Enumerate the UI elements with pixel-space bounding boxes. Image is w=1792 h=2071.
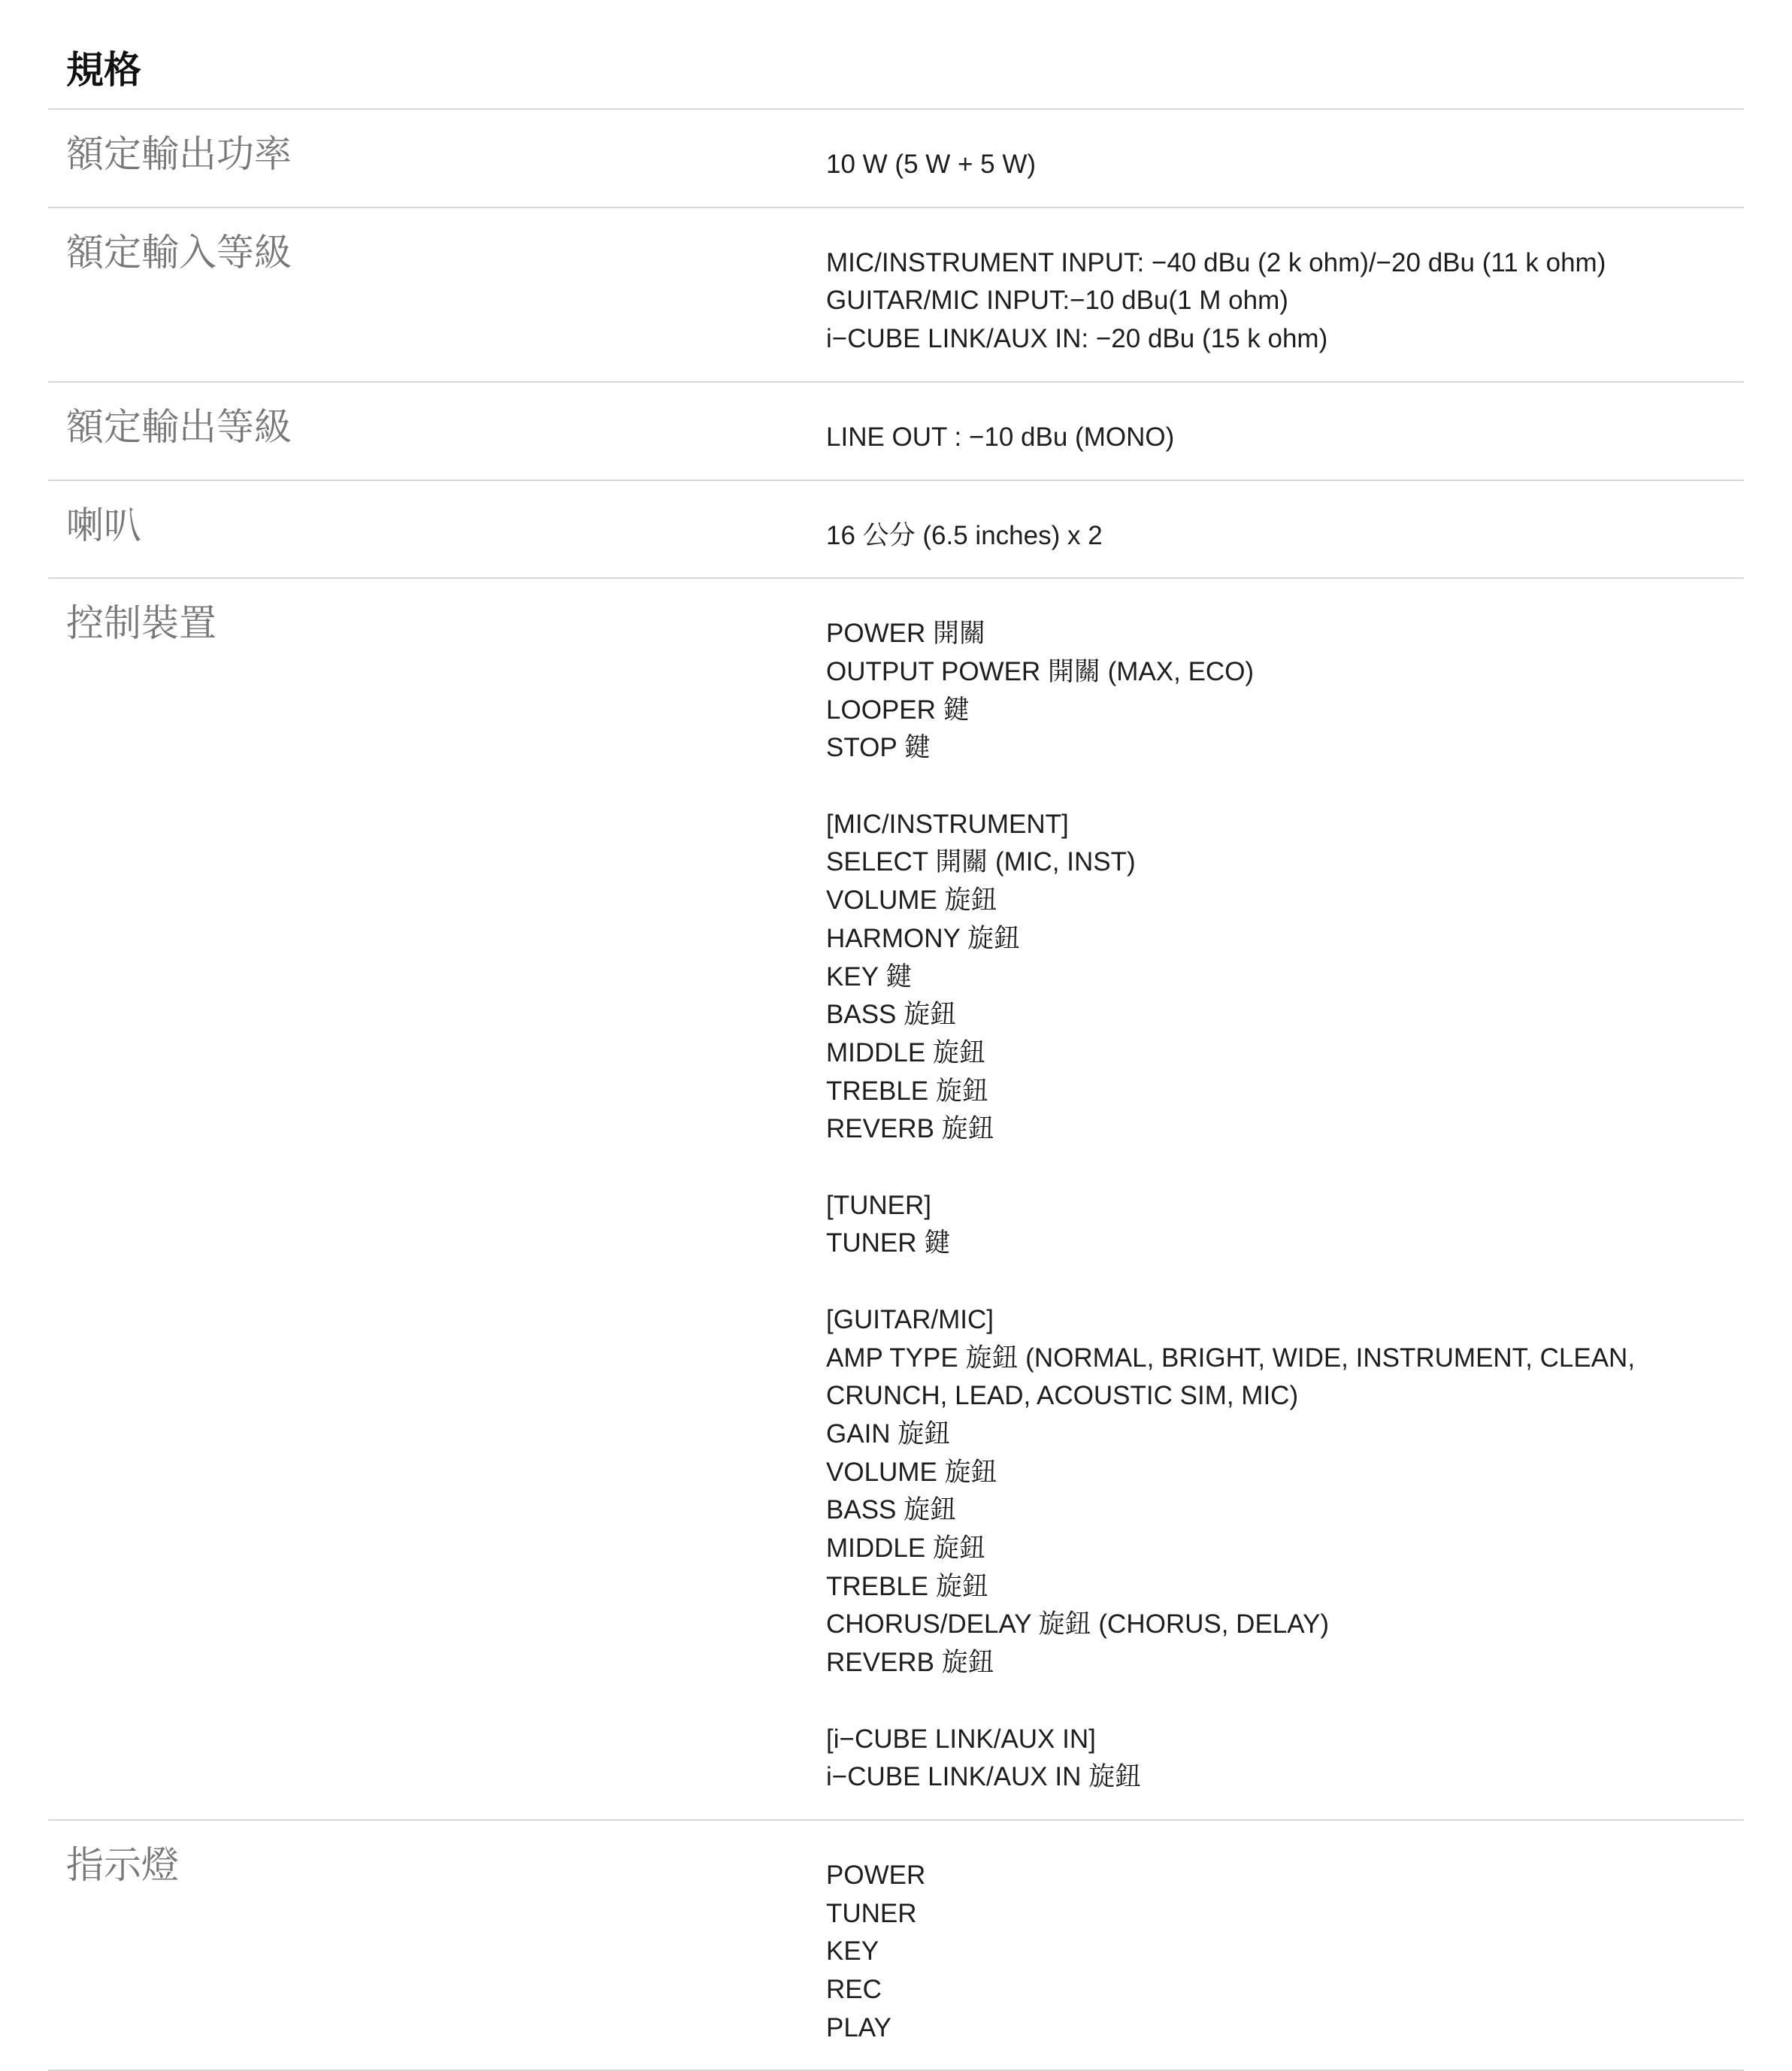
spec-value-line: GUITAR/MIC INPUT:−10 dBu(1 M ohm) <box>826 286 1288 316</box>
spec-values <box>826 600 1744 1797</box>
spec-value-line: PLAY <box>826 2012 891 2042</box>
page-title: 規格 <box>66 49 141 91</box>
spec-row-controls <box>48 579 1744 1821</box>
spec-value-line: [MIC/INSTRUMENT] <box>826 809 1069 839</box>
spec-label: 控制裝置 <box>66 602 216 645</box>
spec-value-line: TUNER <box>826 1898 917 1928</box>
spec-row-indicators <box>48 1821 1744 2071</box>
spec-value-line: VOLUME 旋鈕 <box>826 1457 997 1487</box>
spec-value-line: KEY 鍵 <box>826 961 913 992</box>
spec-value-line: MIDDLE 旋鈕 <box>826 1037 985 1067</box>
spec-value-line: TREBLE 旋鈕 <box>826 1571 988 1601</box>
spec-value-line: MIDDLE 旋鈕 <box>826 1534 985 1564</box>
spec-value-line: SELECT 開關 (MIC, INST) <box>826 847 1136 877</box>
spec-line-spacer <box>826 1263 1744 1301</box>
spec-label: 指示燈 <box>66 1843 179 1886</box>
spec-value-line: 16 公分 (6.5 inches) x 2 <box>826 520 1103 550</box>
spec-values <box>826 131 1744 184</box>
spec-value-line: TREBLE 旋鈕 <box>826 1076 988 1106</box>
spec-value-line: OUTPUT POWER 開關 (MAX, ECO) <box>826 656 1255 686</box>
spec-value-line: POWER 開關 <box>826 619 985 649</box>
spec-row-rated-output-level <box>48 383 1744 481</box>
spec-label: 喇叭 <box>66 504 141 547</box>
spec-value-line: i−CUBE LINK/AUX IN: −20 dBu (15 k ohm) <box>826 324 1328 354</box>
spec-values <box>826 404 1744 457</box>
spec-row-rated-input-level <box>48 208 1744 383</box>
spec-value-line: [TUNER] <box>826 1190 931 1220</box>
spec-value-line: CRUNCH, LEAD, ACOUSTIC SIM, MIC) <box>826 1381 1299 1411</box>
spec-label: 額定輸出等級 <box>66 405 292 448</box>
spec-line-spacer <box>826 768 1744 806</box>
spec-value-line: KEY <box>826 1936 879 1967</box>
spec-values <box>826 502 1744 556</box>
spec-value-line: HARMONY 旋鈕 <box>826 923 1020 953</box>
spec-values <box>826 229 1744 359</box>
spec-value-line: LINE OUT : −10 dBu (MONO) <box>826 422 1175 452</box>
spec-row-speakers <box>48 481 1744 580</box>
spec-value-line: i−CUBE LINK/AUX IN 旋鈕 <box>826 1762 1142 1792</box>
spec-label: 額定輸入等級 <box>66 231 292 274</box>
spec-value-line: REVERB 旋鈕 <box>826 1648 994 1678</box>
spec-value-line: TUNER 鍵 <box>826 1228 951 1258</box>
spec-value-line: STOP 鍵 <box>826 733 931 763</box>
spec-value-line: [GUITAR/MIC] <box>826 1304 994 1334</box>
spec-value-line: AMP TYPE 旋鈕 (NORMAL, BRIGHT, WIDE, INSTRUMENT, CLEAN, <box>826 1343 1636 1373</box>
spec-value-line: REC <box>826 1975 882 2005</box>
specs-table <box>48 108 1744 2071</box>
spec-value-line: POWER <box>826 1860 926 1890</box>
spec-value-line: 10 W (5 W + 5 W) <box>826 150 1037 179</box>
spec-value-line: LOOPER 鍵 <box>826 695 970 725</box>
spec-value-line: REVERB 旋鈕 <box>826 1114 994 1144</box>
spec-line-spacer <box>826 1149 1744 1187</box>
spec-value-line: GAIN 旋鈕 <box>826 1419 951 1449</box>
spec-line-spacer <box>826 1682 1744 1721</box>
spec-value-line: CHORUS/DELAY 旋鈕 (CHORUS, DELAY) <box>826 1609 1329 1640</box>
spec-value-line: BASS 旋鈕 <box>826 1495 957 1525</box>
spec-label: 額定輸出功率 <box>66 133 292 175</box>
spec-value-line: MIC/INSTRUMENT INPUT: −40 dBu (2 k ohm)/−20 dBu (11 k ohm) <box>826 247 1606 277</box>
spec-values <box>826 1842 1744 2048</box>
spec-value-line: [i−CUBE LINK/AUX IN] <box>826 1724 1096 1754</box>
spec-row-rated-output-power <box>48 110 1744 208</box>
spec-value-line: BASS 旋鈕 <box>826 1000 957 1030</box>
spec-value-line: VOLUME 旋鈕 <box>826 886 997 916</box>
